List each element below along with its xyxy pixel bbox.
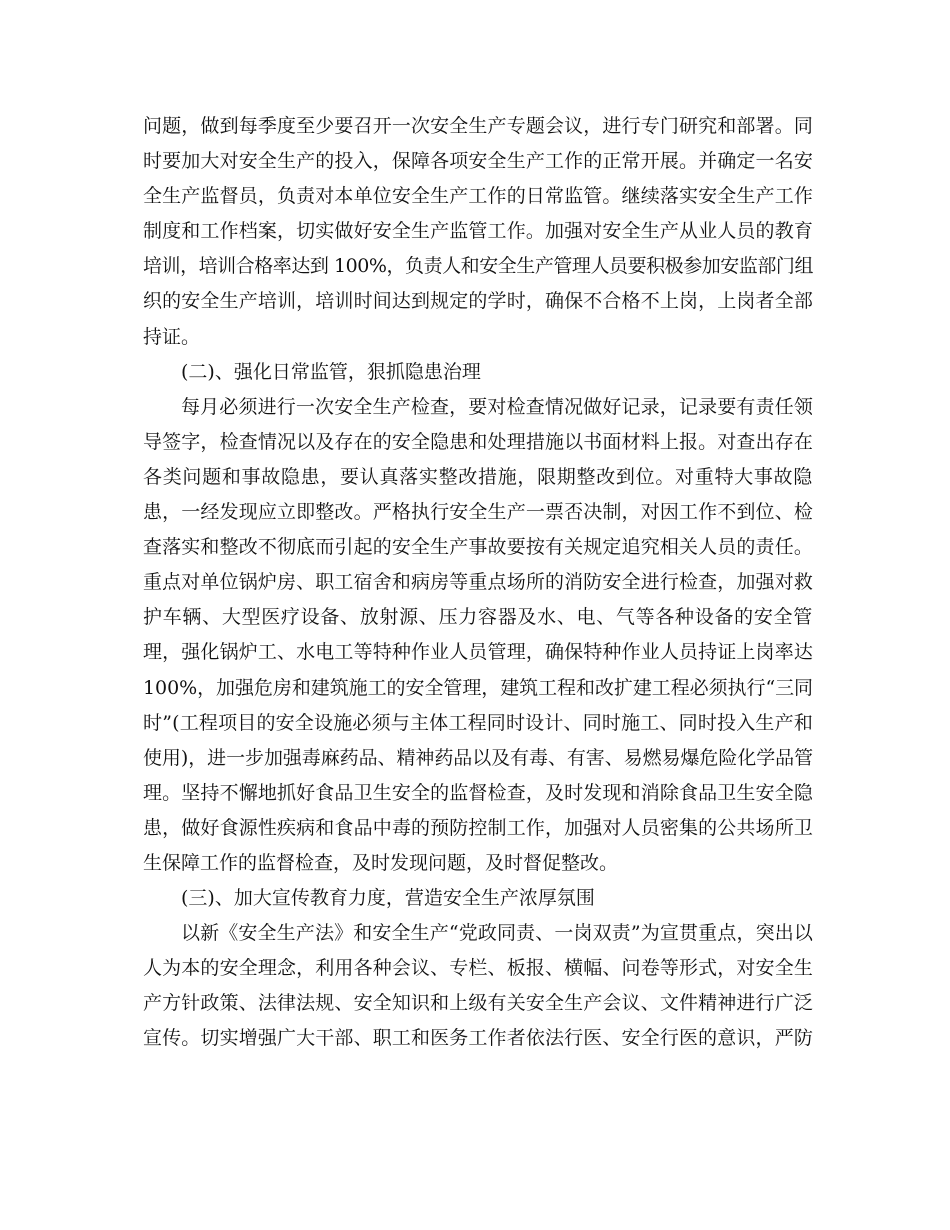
paragraph-line: 产方针政策、法律法规、安全知识和上级有关安全生产会议、文件精神进行广泛 (143, 992, 813, 1015)
paragraph-line: 导签字，检查情况以及存在的安全隐患和处理措施以书面材料上报。对查出存在 (143, 430, 813, 453)
paragraph-line: 重点对单位锅炉房、职工宿舍和病房等重点场所的消防安全进行检查，加强对救 (143, 571, 813, 594)
paragraph-line: 使用)，进一步加强毒麻药品、精神药品以及有毒、有害、易燃易爆危险化学品管 (143, 746, 814, 769)
section-heading: (三)、加大宣传教育力度，营造安全生产浓厚氛围 (181, 887, 595, 910)
paragraph-line: 各类问题和事故隐患，要认真落实整改措施，限期整改到位。对重特大事故隐 (143, 465, 813, 488)
paragraph-line: 持证。 (143, 325, 201, 348)
section-heading: (二)、强化日常监管，狠抓隐患治理 (181, 360, 481, 383)
paragraph-line: 宣传。切实增强广大干部、职工和医务工作者依法行医、安全行医的意识，严防 (143, 1027, 813, 1050)
paragraph-line: 时”(工程项目的安全设施必须与主体工程同时设计、同时施工、同时投入生产和 (143, 711, 814, 734)
paragraph-line: 患，做好食源性疾病和食品中毒的预防控制工作，加强对人员密集的公共场所卫 (143, 816, 813, 839)
paragraph-line: 患，一经发现应立即整改。严格执行安全生产一票否决制，对因工作不到位、检 (143, 501, 813, 524)
paragraph-line: 问题，做到每季度至少要召开一次安全生产专题会议，进行专门研究和部署。同 (143, 115, 813, 137)
paragraph-line: 理。坚持不懈地抓好食品卫生安全的监督检查，及时发现和消除食品卫生安全隐 (143, 781, 813, 804)
paragraph-line: 人为本的安全理念，利用各种会议、专栏、板报、横幅、问卷等形式，对安全生 (143, 957, 813, 980)
paragraph-line: 查落实和整改不彻底而引起的安全生产事故要按有关规定追究相关人员的责任。 (143, 536, 813, 559)
paragraph-line: 100%，加强危房和建筑施工的安全管理，建筑工程和改扩建工程必须执行“三同 (143, 676, 813, 699)
paragraph-line: 理，强化锅炉工、水电工等特种作业人员管理，确保特种作业人员持证上岗率达 (143, 641, 813, 664)
paragraph-line: 培训，培训合格率达到 100%，负责人和安全生产管理人员要积极参加安监部门组 (143, 255, 813, 278)
paragraph-line: 制度和工作档案，切实做好安全生产监管工作。加强对安全生产从业人员的教育 (143, 220, 813, 243)
paragraph-line: 织的安全生产培训，培训时间达到规定的学时，确保不合格不上岗，上岗者全部 (143, 290, 813, 313)
paragraph-line: 时要加大对安全生产的投入，保障各项安全生产工作的正常开展。并确定一名安 (143, 150, 813, 173)
paragraph-line: 每月必须进行一次安全生产检查，要对检查情况做好记录，记录要有责任领 (181, 395, 813, 418)
paragraph-line: 以新《安全生产法》和安全生产“党政同责、一岗双责”为宣贯重点，突出以 (181, 922, 813, 945)
document-body (143, 109, 813, 1057)
paragraph-line: 护车辆、大型医疗设备、放射源、压力容器及水、电、气等各种设备的安全管 (143, 606, 813, 629)
paragraph-line: 生保障工作的监督检查，及时发现问题，及时督促整改。 (143, 851, 619, 874)
paragraph-line: 全生产监督员，负责对本单位安全生产工作的日常监管。继续落实安全生产工作 (143, 185, 813, 208)
